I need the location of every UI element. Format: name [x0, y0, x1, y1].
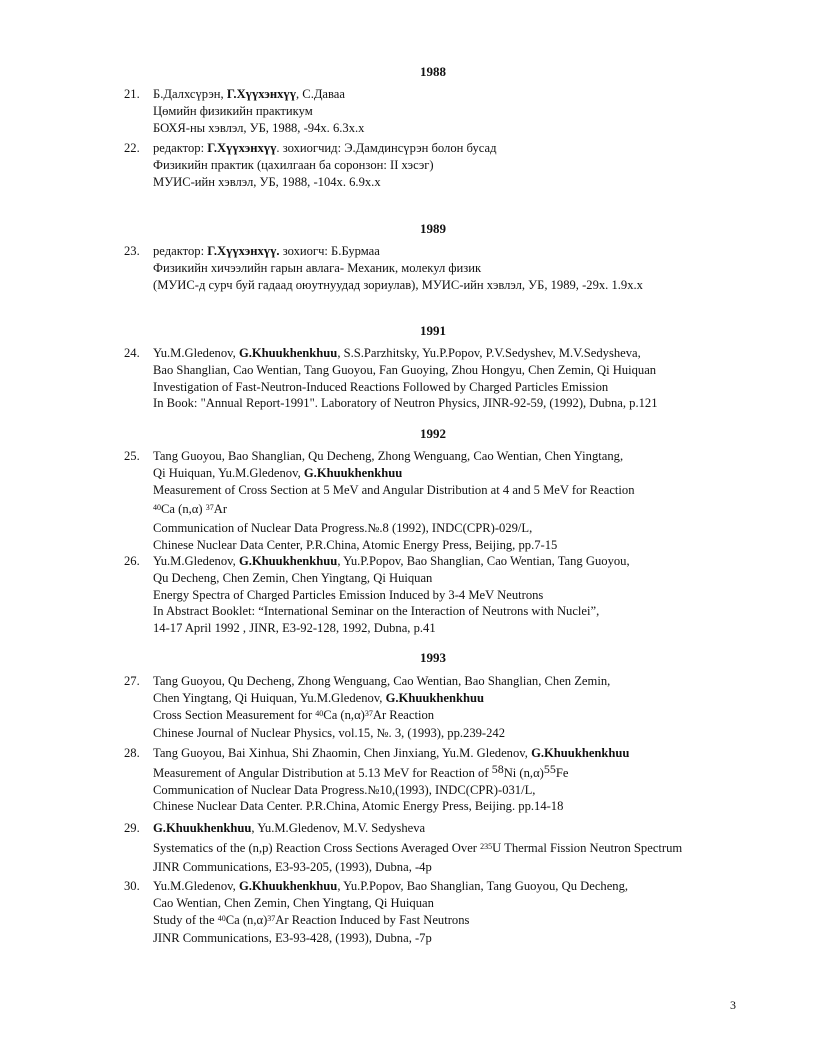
- entry-authors: Б.Далхсүрэн, Г.Хүүхэнхүү, С.Даваа: [153, 87, 345, 101]
- highlighted-author: Г.Хүүхэнхүү: [207, 141, 277, 155]
- entry-authors-cont: Bao Shanglian, Cao Wentian, Tang Guoyou, Fan Guoying, Zhou Hongyu, Chen Zemin, Qi Huiquan: [153, 362, 657, 377]
- year-heading-1988: 1988: [420, 64, 446, 79]
- entry-publisher: Chinese Nuclear Data Center, P.R.China, Atomic Energy Press, Beijing, pp.7-15: [153, 537, 558, 552]
- entry-publication: In Abstract Booklet: “International Seminar on the Interaction of Neutrons with Nuclei”,: [153, 604, 600, 619]
- entry-authors: G.Khuukhenkhuu, Yu.M.Gledenov, M.V. Sedysheva: [153, 821, 426, 835]
- entry-publisher: Chinese Nuclear Data Center. P.R.China, Atomic Energy Press, Beijing. pp.14-18: [153, 799, 564, 814]
- entry-title: Systematics of the (n,p) Reaction Cross Sections Averaged Over $^{235}$U Thermal Fission Neutron Spectrum: [153, 840, 683, 855]
- highlighted-author: G.Khuukhenkhuu: [153, 821, 252, 835]
- entry-title: Measurement of Angular Distribution at 5.13 MeV for Reaction of $^{58}$Ni $(n,\alpha)^{55}Fe$: [153, 761, 569, 780]
- entry-authors: Yu.M.Gledenov, G.Khuukhenkhuu, S.S.Parzhitsky, Yu.P.Popov, P.V.Sedyshev, M.V.Sedysheva,: [153, 346, 641, 360]
- entry-publication: JINR Communications, E3-93-428, (1993), Dubna, -7p: [153, 931, 432, 946]
- entry-publication: (МУИС-д сурч буй гадаад оюутнуудад зориулав), МУИС-ийн хэвлэл, УБ, 1989, -29х. 1.9х.х: [153, 277, 643, 292]
- entry-number: 30.: [124, 879, 140, 893]
- entry-title: Study of the $^{40}$Ca $(n,\alpha)^{37}Ar$ Reaction Induced by Fast Neutrons: [153, 912, 470, 927]
- entry-title: Energy Spectra of Charged Particles Emission Induced by 3-4 MeV Neutrons: [153, 587, 544, 602]
- highlighted-author: G.Khuukhenkhuu: [303, 465, 403, 480]
- entry-authors: редактор: Г.Хүүхэнхүү. зохиогчид: Э.Дамдинсүрэн болон бусад: [153, 141, 497, 155]
- entry-publication: Communication of Nuclear Data Progress.№.8 (1992), INDC(CPR)-029/L,: [153, 521, 533, 536]
- highlighted-author: G.Khuukhenkhuu: [385, 690, 484, 705]
- highlighted-author: G.Khuukhenkhuu: [238, 346, 338, 360]
- year-heading-1991: 1991: [420, 323, 446, 338]
- entry-publication: JINR Communications, E3-93-205, (1993), Dubna, -4p: [153, 859, 432, 874]
- entry-title: Cross Section Measurement for $^{40}$Ca $(n,\alpha)^{37}Ar$ Reaction: [153, 707, 435, 722]
- entry-number: 21.: [124, 87, 140, 101]
- highlighted-author: G.Khuukhenkhuu: [238, 554, 338, 568]
- entry-title: Физикийн хичээлийн гарын авлага- Механик, молекул физик: [153, 260, 482, 275]
- highlighted-author: Г.Хүүхэнхүү: [226, 87, 296, 101]
- page-number: 3: [730, 998, 736, 1012]
- entry-title: Цөмийн физикийн практикум: [153, 103, 313, 118]
- entry-number: 25.: [124, 449, 140, 463]
- entry-authors: Tang Guoyou, Bai Xinhua, Shi Zhaomin, Chen Jinxiang, Yu.M. Gledenov, G.Khuukhenkhuu: [153, 746, 630, 760]
- entry-number: 26.: [124, 554, 140, 568]
- year-heading-1992: 1992: [420, 426, 446, 441]
- highlighted-author: G.Khuukhenkhuu: [531, 746, 630, 760]
- year-heading-1993: 1993: [420, 650, 446, 665]
- entry-number: 22.: [124, 141, 140, 155]
- entry-authors: Yu.M.Gledenov, G.Khuukhenkhuu, Yu.P.Popov, Bao Shanglian, Tang Guoyou, Qu Decheng,: [153, 879, 629, 893]
- entry-authors: редактор: Г.Хүүхэнхүү. зохиогч: Б.Бурмаа: [153, 244, 380, 258]
- entry-publication: Communication of Nuclear Data Progress.№10,(1993), INDC(CPR)-031/L,: [153, 782, 536, 797]
- highlighted-author: Г.Хүүхэнхүү.: [207, 244, 280, 258]
- entry-authors: Tang Guoyou, Bao Shanglian, Qu Decheng, Zhong Wenguang, Cao Wentian, Chen Yingtang,: [153, 449, 624, 463]
- entry-authors-cont: Qi Huiquan, Yu.M.Gledenov, G.Khuukhenkhuu: [153, 465, 403, 480]
- entry-publication: БОХЯ-ны хэвлэл, УБ, 1988, -94х. 6.3х.х: [153, 120, 365, 135]
- entry-reaction: $^{40}$Ca (n,α) $^{37}$Ar: [153, 502, 228, 517]
- entry-publication: In Book: "Annual Report-1991". Laboratory of Neutron Physics, JINR-92-59, (1992), Dubna, p.121: [153, 396, 658, 411]
- entry-number: 27.: [124, 674, 140, 688]
- entry-title: Физикийн практик (цахилгаан ба соронзон: II хэсэг): [153, 157, 434, 172]
- entry-authors-cont: Qu Decheng, Chen Zemin, Chen Yingtang, Qi Huiquan: [153, 570, 433, 585]
- year-heading-1989: 1989: [420, 221, 446, 236]
- entry-number: 29.: [124, 821, 140, 835]
- entry-title: Investigation of Fast-Neutron-Induced Reactions Followed by Charged Particles Emission: [153, 379, 609, 394]
- entry-authors: Tang Guoyou, Qu Decheng, Zhong Wenguang, Cao Wentian, Bao Shanglian, Chen Zemin,: [153, 674, 611, 688]
- entry-publication: МУИС-ийн хэвлэл, УБ, 1988, -104х. 6.9х.х: [153, 174, 381, 189]
- entry-number: 24.: [124, 346, 140, 360]
- entry-authors: Yu.M.Gledenov, G.Khuukhenkhuu, Yu.P.Popov, Bao Shanglian, Cao Wentian, Tang Guoyou,: [153, 554, 630, 568]
- entry-publication-cont: 14-17 April 1992 , JINR, E3-92-128, 1992, Dubna, p.41: [153, 621, 436, 636]
- entry-title: Measurement of Cross Section at 5 MeV and Angular Distribution at 4 and 5 MeV for Reaction: [153, 482, 635, 497]
- entry-publication: Chinese Journal of Nuclear Physics, vol.15, №. 3, (1993), pp.239-242: [153, 726, 505, 741]
- entry-authors-cont: Cao Wentian, Chen Zemin, Chen Yingtang, Qi Huiquan: [153, 895, 434, 910]
- entry-authors-cont: Chen Yingtang, Qi Huiquan, Yu.M.Gledenov, G.Khuukhenkhuu: [153, 690, 484, 705]
- entry-number: 28.: [124, 746, 140, 760]
- entry-number: 23.: [124, 244, 140, 258]
- highlighted-author: G.Khuukhenkhuu: [238, 879, 338, 893]
